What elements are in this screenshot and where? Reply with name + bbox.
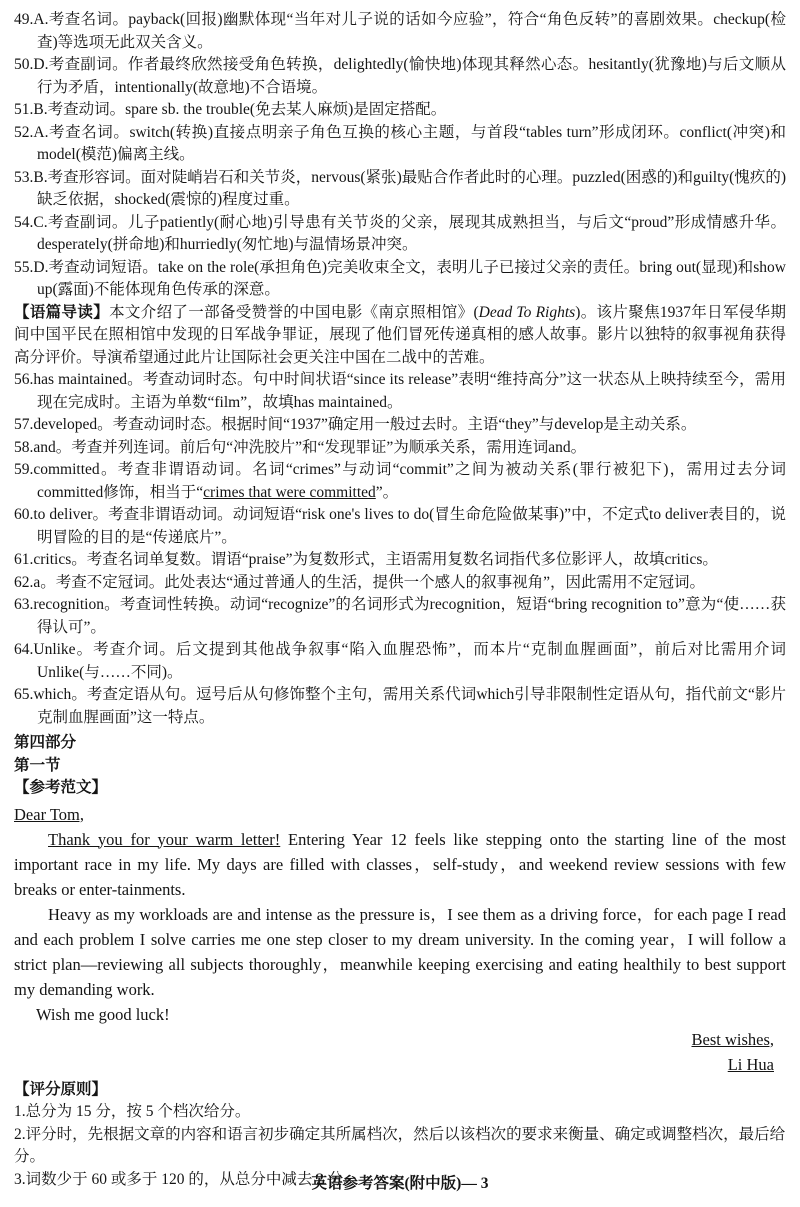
- letter: [14, 802, 786, 1077]
- item-number: 52.: [14, 123, 34, 141]
- text-segment: C.考查副词。儿子patiently(耐心地)引导患有关节炎的父亲，展现其成熟担当，与后文“proud”形成情感升华。desperately(拼命地)和hurriedly(匆忙地)与温情场景冲突。: [33, 213, 786, 253]
- closing-text: Best wishes,: [691, 1029, 774, 1049]
- answer-item: [14, 212, 786, 257]
- letter-wish: Wish me good luck!: [36, 1004, 170, 1024]
- letter-signature: [14, 1052, 786, 1077]
- scoring-label: 【评分原则】: [14, 1080, 108, 1098]
- text-segment: D.考查动词短语。take on the role(承担角色)完美收束全文，表明儿子已接过父亲的责任。bring out(显现)和show up(露面)不能体现角色传承的深意。: [33, 258, 786, 298]
- guide-label: 【语篇导读】: [14, 303, 110, 321]
- item-number: 60.: [14, 506, 34, 523]
- item-number: 49.: [14, 11, 34, 28]
- text-segment: to deliver。考查非谓语动词。动词短语“risk one's lives to do(冒生命危险做某事)”中，不定式to deliver表目的，说明冒险的目的是“传递底片”。: [33, 506, 786, 546]
- item-number: 57.: [14, 416, 34, 433]
- answer-item: [14, 167, 786, 212]
- item-number: 55.: [14, 258, 34, 276]
- letter-closing: [14, 1027, 786, 1052]
- item-number: 56.: [14, 371, 34, 388]
- item-number: 62.: [14, 573, 34, 591]
- letter-paragraph-2: Heavy as my workloads are and intense as the pressure is，I see them as a driving force，for each page I read and each problem I solve carries me one step closer to my dream university. In the coming year，I will follow a strict plan—reviewing all subjects thoroughly，meanwhile keeping exercising and eating healthily to best support my demanding work.: [14, 904, 786, 999]
- underlined-phrase: crimes that were committed: [203, 483, 376, 501]
- answer-item: [14, 594, 786, 639]
- item-number: 64.: [14, 641, 34, 658]
- item-number: 59.: [14, 461, 34, 478]
- sample-essay-label: 【参考范文】: [14, 779, 108, 796]
- answer-item: [14, 549, 786, 572]
- item-number: 58.: [14, 438, 34, 456]
- text-segment: 本文介绍了一部备受赞誉的中国电影《南京照相馆》(: [109, 303, 479, 321]
- scoring-rule: 3.词数少于 60 或多于 120 的，从总分中减去 2 分。: [14, 1170, 359, 1188]
- text-segment: Entering Year 12 feels like stepping onto the starting line of the most important race in my life. My days are filled with classes，self-study，and weekend review sessions with few breaks or enter-tainments.: [14, 829, 787, 899]
- answer-item: [14, 54, 786, 99]
- answer-item: [14, 684, 786, 729]
- answer-item: [14, 99, 786, 122]
- part-four-header: 第四部分: [14, 734, 77, 751]
- text-segment: committed。考查非谓语动词。名词“crimes”与动词“commit”之间为被动关系(罪行被犯下)，需用过去分词committed修饰，相当于“: [33, 461, 786, 501]
- text-segment: and。考查并列连词。前后句“冲洗胶片”和“发现罪证”为顺承关系，需用连词and。: [33, 438, 587, 456]
- scoring-rule: 2.评分时，先根据文章的内容和语言初步确定其所属档次，然后以该档次的要求来衡量、确定或调整档次，最后给分。: [14, 1125, 786, 1165]
- answer-item: [14, 437, 786, 460]
- text-segment: a。考查不定冠词。此处表达“通过普通人的生活，提供一个感人的叙事视角”，因此需用不定冠词。: [33, 573, 706, 591]
- text-segment: B.考查形容词。面对陡峭岩石和关节炎，nervous(紧张)最贴合作者此时的心理。puzzled(困惑的)和guilty(愧疚的)缺乏依据，shocked(震惊的)程度过重。: [33, 168, 786, 208]
- item-number: 65.: [14, 686, 34, 703]
- item-number: 50.: [14, 56, 34, 73]
- item-number: 63.: [14, 596, 34, 613]
- answer-item: [14, 369, 786, 414]
- item-number: 54.: [14, 213, 34, 231]
- item-number: 61.: [14, 551, 34, 568]
- answers-49-55: [14, 9, 786, 302]
- answer-item: [14, 9, 786, 54]
- answer-item: [14, 459, 786, 504]
- scoring-rule: 1.总分为 15 分，按 5 个档次给分。: [14, 1103, 251, 1120]
- item-number: 53.: [14, 168, 34, 186]
- page-footer: 英语参考答案(附中版)— 3: [311, 1174, 489, 1192]
- answer-item: [14, 257, 786, 302]
- text-segment: critics。考查名词单复数。谓语“praise”为复数形式，主语需用复数名词指代多位影评人，故填critics。: [33, 551, 718, 568]
- italic-title: Dead To Rights: [478, 303, 576, 321]
- text-segment: Unlike。考查介词。后文提到其他战争叙事“陷入血腥恐怖”，而本片“克制血腥画面”，前后对比需用介词Unlike(与……不同)。: [33, 641, 786, 681]
- section-one-header: 第一节: [14, 756, 61, 774]
- text-segment: A.考查名词。switch(转换)直接点明亲子角色互换的核心主题，与首段“tables turn”形成闭环。conflict(冲突)和model(模范)偏离主线。: [33, 123, 786, 163]
- answers-56-65: [14, 369, 786, 729]
- letter-salutation: [14, 802, 786, 827]
- text-segment: D.考查副词。作者最终欣然接受角色转换，delightedly(愉快地)体现其释然心态。hesitantly(犹豫地)与后文顺从行为矛盾，intentionally(故意地)不合语境。: [33, 56, 786, 96]
- passage-guide: [14, 302, 786, 370]
- answer-item: [14, 414, 786, 437]
- answer-item: [14, 572, 786, 595]
- underlined-phrase: Thank you for your warm letter!: [48, 829, 281, 849]
- answer-item: [14, 122, 786, 167]
- text-segment: recognition。考查词性转换。动词“recognize”的名词形式为recognition，短语“bring recognition to”意为“使……获得认可”。: [33, 596, 786, 636]
- text-segment: ”。: [375, 483, 399, 501]
- text-segment: developed。考查动词时态。根据时间“1937”确定用一般过去时。主语“they”与develop是主动关系。: [33, 416, 697, 433]
- answer-item: [14, 639, 786, 684]
- text-segment: has maintained。考查动词时态。句中时间状语“since its release”表明“维持高分”这一状态从上映持续至今，需用现在完成时。主语为单数“film”，故填has maintained。: [33, 371, 786, 411]
- signature-text: Li Hua: [727, 1054, 774, 1074]
- text-segment: )。该片聚焦1937年日军侵华期间中国平民在照相馆中发现的日军战争罪证，展现了他们冒死传递真相的感人故事。影片以独特的叙事视角获得高分评价。导演希望通过此片让国际社会更关注中国在二战中的苦难。: [14, 303, 786, 366]
- text-segment: B.考查动词。spare sb. the trouble(免去某人麻烦)是固定搭配。: [33, 101, 447, 118]
- letter-paragraph-1: [14, 827, 786, 902]
- salutation-text: Dear Tom,: [14, 804, 85, 824]
- text-segment: which。考查定语从句。逗号后从句修饰整个主句，需用关系代词which引导非限制性定语从句，指代前文“影片克制血腥画面”这一特点。: [33, 686, 786, 726]
- answer-item: [14, 504, 786, 549]
- text-segment: A.考查名词。payback(回报)幽默体现“当年对儿子说的话如今应验”，符合“角色反转”的喜剧效果。checkup(检查)等选项无此双关含义。: [33, 11, 786, 51]
- guide-text: [14, 304, 786, 366]
- item-number: 51.: [14, 101, 34, 118]
